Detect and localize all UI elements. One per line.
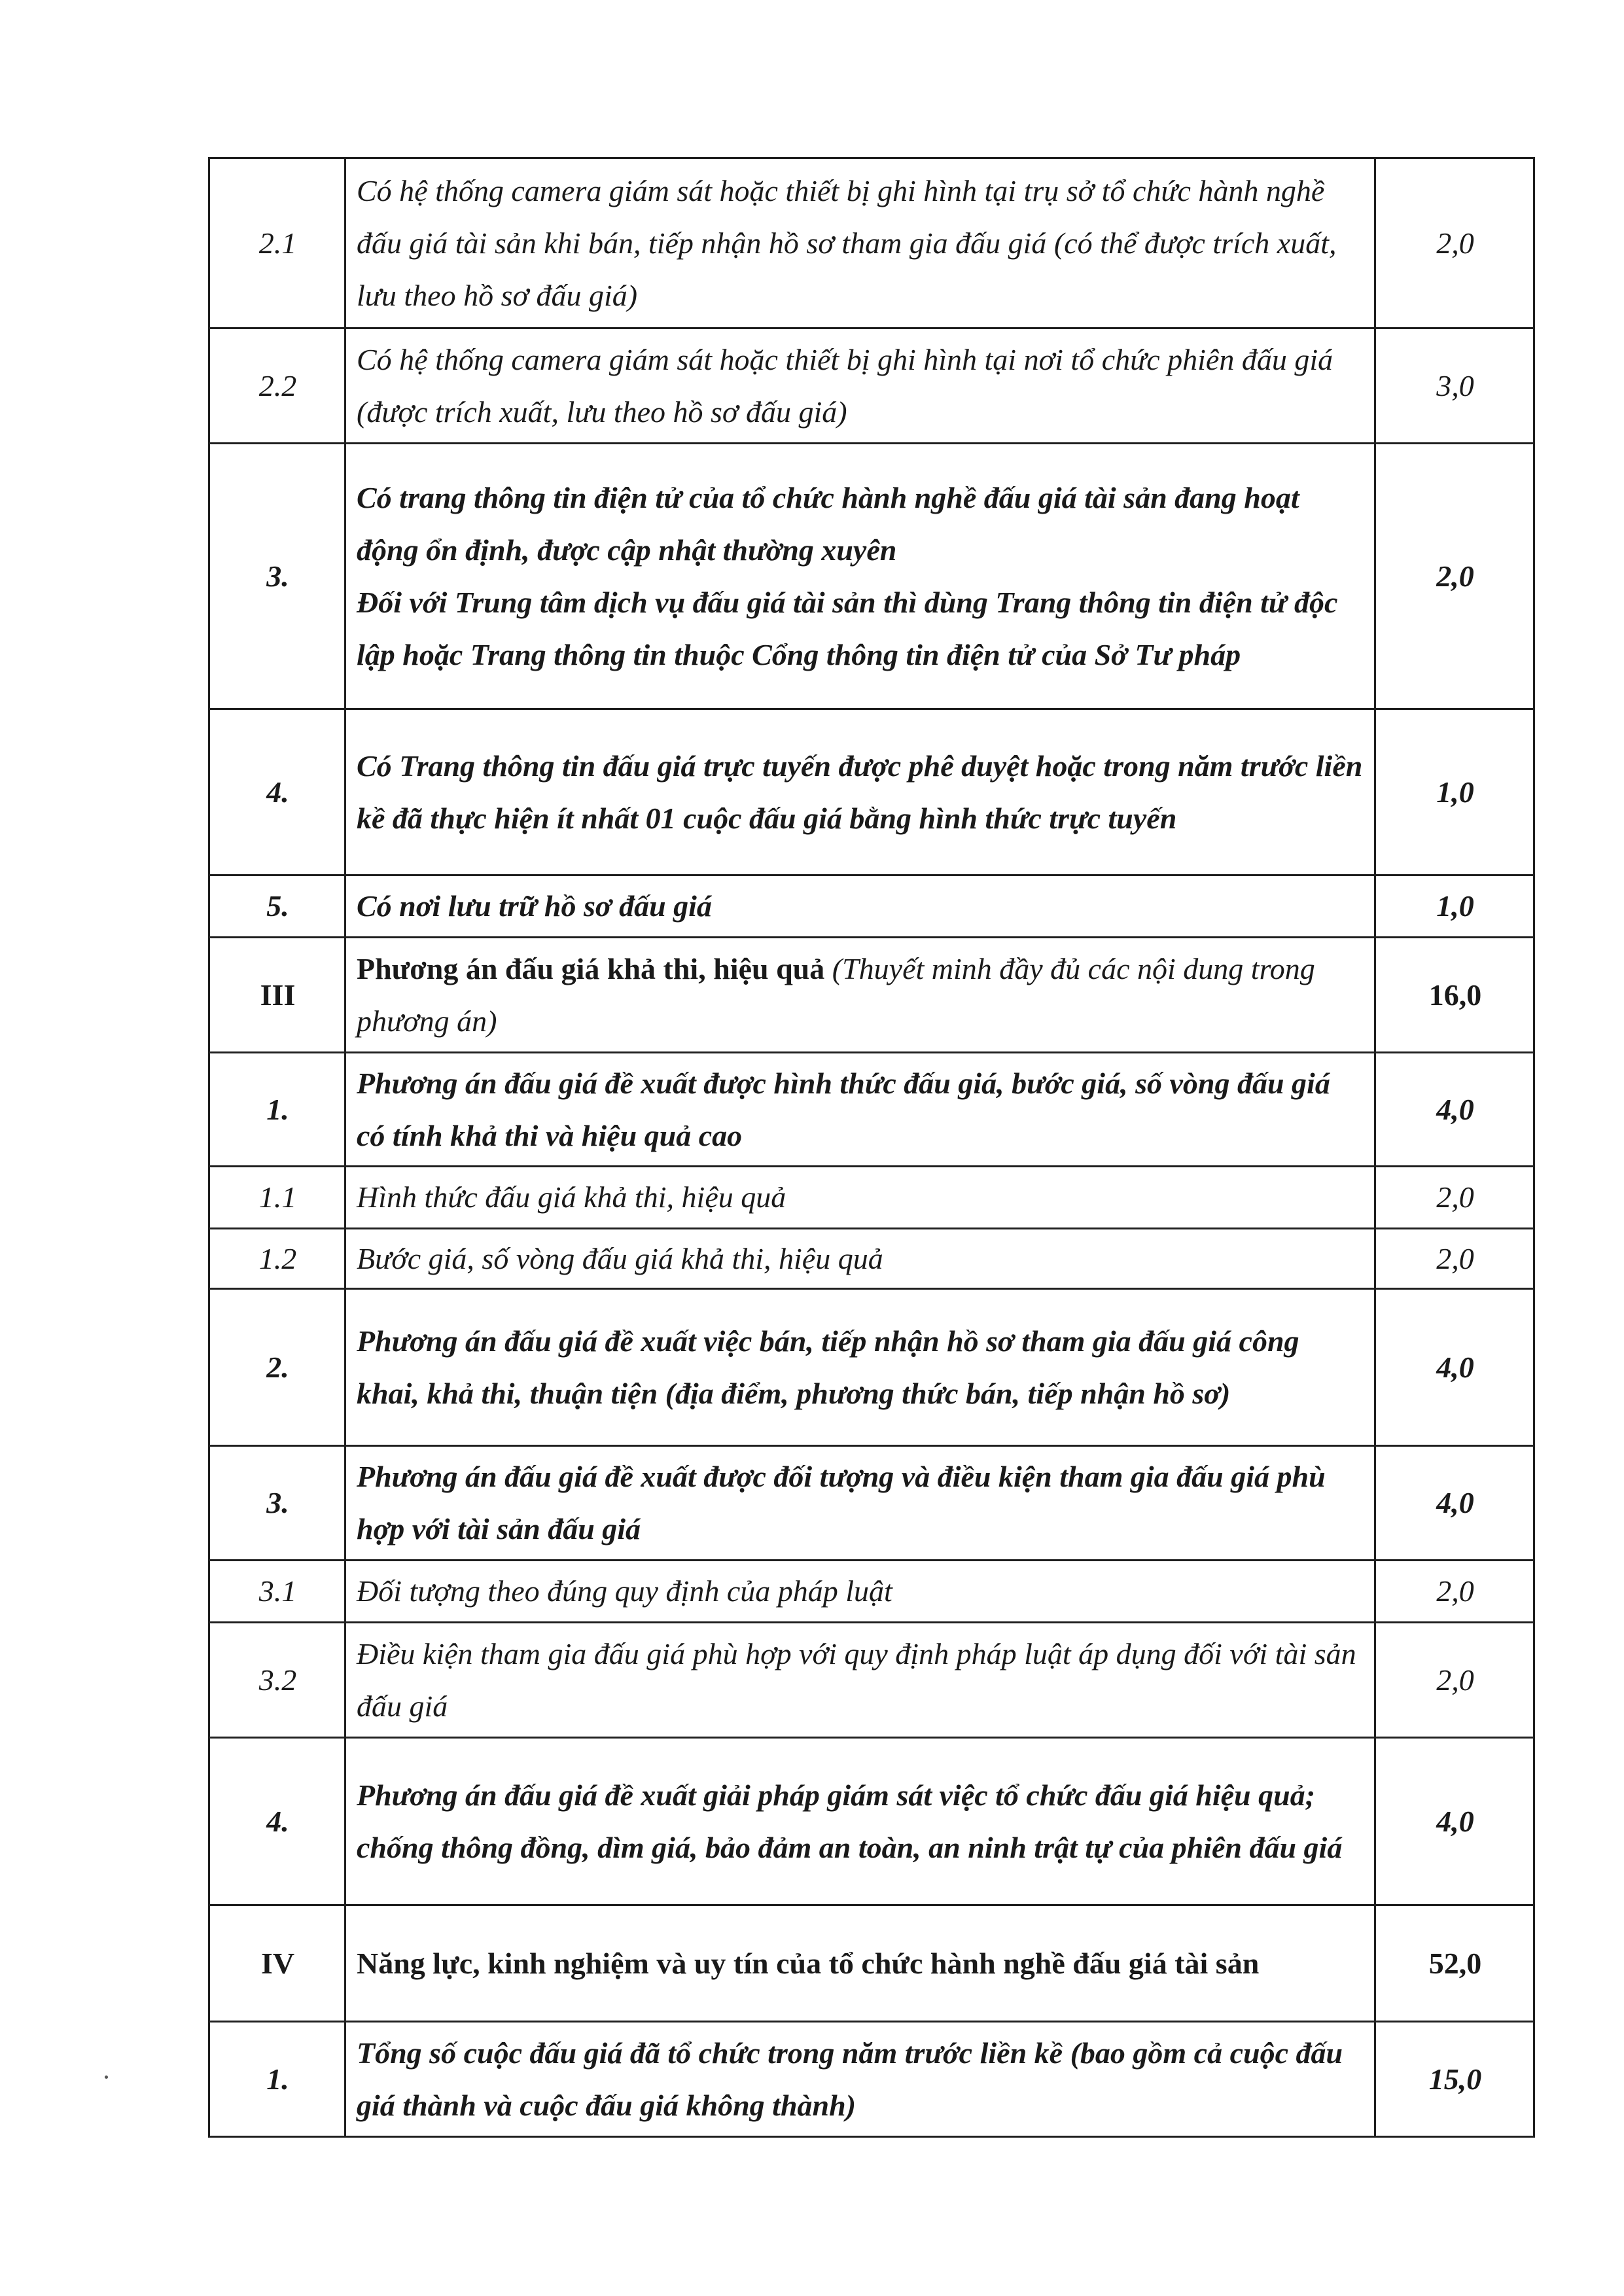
row-number: 3. — [209, 1446, 345, 1561]
row-score: 1,0 — [1375, 709, 1534, 875]
table-row — [209, 1167, 1534, 1229]
row-description: Bước giá, số vòng đấu giá khả thi, hiệu quả — [345, 1229, 1375, 1289]
row-description: Phương án đấu giá đề xuất giải pháp giám sát việc tổ chức đấu giá hiệu quả; chống thông đồng, dìm giá, bảo đảm an toàn, an ninh trật tự của phiên đấu giá — [345, 1738, 1375, 1905]
row-number: 4. — [209, 1738, 345, 1905]
row-description: Phương án đấu giá đề xuất việc bán, tiếp nhận hồ sơ tham gia đấu giá công khai, khả thi, thuận tiện (địa điểm, phương thức bán, tiếp nhận hồ sơ) — [345, 1289, 1375, 1446]
table-row — [209, 1053, 1534, 1167]
row-score: 2,0 — [1375, 1623, 1534, 1738]
row-description-note: Đối với Trung tâm dịch vụ đấu giá tài sản thì dùng Trang thông tin điện tử độc lập hoặc Trang thông tin thuộc Cổng thông tin điện tử của Sở Tư pháp — [357, 585, 1338, 671]
scoring-table — [208, 157, 1535, 2138]
row-number: 4. — [209, 709, 345, 875]
row-score: 15,0 — [1375, 2022, 1534, 2137]
row-number: 1.2 — [209, 1229, 345, 1289]
table-row — [209, 444, 1534, 709]
row-description: Hình thức đấu giá khả thi, hiệu quả — [345, 1167, 1375, 1229]
table-row — [209, 1289, 1534, 1446]
row-number: 1. — [209, 2022, 345, 2137]
row-score: 3,0 — [1375, 328, 1534, 444]
table-row — [209, 1229, 1534, 1289]
row-description: Phương án đấu giá đề xuất được hình thức đấu giá, bước giá, số vòng đấu giá có tính khả thi và hiệu quả cao — [345, 1053, 1375, 1167]
row-number: 3.1 — [209, 1561, 345, 1623]
row-description-main: Có trang thông tin điện tử của tổ chức hành nghề đấu giá tài sản đang hoạt động ổn định, được cập nhật thường xuyên — [357, 480, 1299, 567]
row-description: Điều kiện tham gia đấu giá phù hợp với quy định pháp luật áp dụng đối với tài sản đấu giá — [345, 1623, 1375, 1738]
table-row — [209, 709, 1534, 875]
row-score: 4,0 — [1375, 1289, 1534, 1446]
row-number: 2.2 — [209, 328, 345, 444]
row-description: Có hệ thống camera giám sát hoặc thiết bị ghi hình tại nơi tổ chức phiên đấu giá (được trích xuất, lưu theo hồ sơ đấu giá) — [345, 328, 1375, 444]
row-description-note: (Thuyết minh đầy đủ các nội dung trong phương án) — [357, 951, 1315, 1038]
row-number: 1.1 — [209, 1167, 345, 1229]
table-row — [209, 2022, 1534, 2137]
row-score: 16,0 — [1375, 938, 1534, 1053]
row-score: 2,0 — [1375, 1229, 1534, 1289]
row-description — [345, 938, 1375, 1053]
row-score: 2,0 — [1375, 1167, 1534, 1229]
row-description: Năng lực, kinh nghiệm và uy tín của tổ chức hành nghề đấu giá tài sản — [345, 1905, 1375, 2022]
row-description-main: Phương án đấu giá khả thi, hiệu quả — [357, 951, 825, 985]
table-row-section-heading — [209, 1905, 1534, 2022]
table-row — [209, 328, 1534, 444]
row-score: 4,0 — [1375, 1738, 1534, 1905]
row-score: 2,0 — [1375, 444, 1534, 709]
row-number: 5. — [209, 875, 345, 938]
row-number: III — [209, 938, 345, 1053]
row-number: 2. — [209, 1289, 345, 1446]
row-description: Phương án đấu giá đề xuất được đối tượng và điều kiện tham gia đấu giá phù hợp với tài sản đấu giá — [345, 1446, 1375, 1561]
row-number: 3.2 — [209, 1623, 345, 1738]
table-row — [209, 158, 1534, 328]
row-description: Tổng số cuộc đấu giá đã tổ chức trong năm trước liền kề (bao gồm cả cuộc đấu giá thành và cuộc đấu giá không thành) — [345, 2022, 1375, 2137]
row-description: Đối tượng theo đúng quy định của pháp luật — [345, 1561, 1375, 1623]
row-score: 52,0 — [1375, 1905, 1534, 2022]
table-row — [209, 1561, 1534, 1623]
scan-speck — [105, 2075, 108, 2079]
row-score: 4,0 — [1375, 1053, 1534, 1167]
row-description: Có hệ thống camera giám sát hoặc thiết bị ghi hình tại trụ sở tổ chức hành nghề đấu giá tài sản khi bán, tiếp nhận hồ sơ tham gia đấu giá (có thể được trích xuất, lưu theo hồ sơ đấu giá) — [345, 158, 1375, 328]
row-description: Có nơi lưu trữ hồ sơ đấu giá — [345, 875, 1375, 938]
table-row — [209, 875, 1534, 938]
table-row-section-heading — [209, 938, 1534, 1053]
table-row — [209, 1623, 1534, 1738]
row-score: 2,0 — [1375, 158, 1534, 328]
row-description — [345, 444, 1375, 709]
row-score: 4,0 — [1375, 1446, 1534, 1561]
row-score: 2,0 — [1375, 1561, 1534, 1623]
row-number: 1. — [209, 1053, 345, 1167]
row-score: 1,0 — [1375, 875, 1534, 938]
table-row — [209, 1446, 1534, 1561]
row-description: Có Trang thông tin đấu giá trực tuyến được phê duyệt hoặc trong năm trước liền kề đã thực hiện ít nhất 01 cuộc đấu giá bằng hình thức trực tuyến — [345, 709, 1375, 875]
row-number: 2.1 — [209, 158, 345, 328]
table-row — [209, 1738, 1534, 1905]
row-number: IV — [209, 1905, 345, 2022]
row-number: 3. — [209, 444, 345, 709]
